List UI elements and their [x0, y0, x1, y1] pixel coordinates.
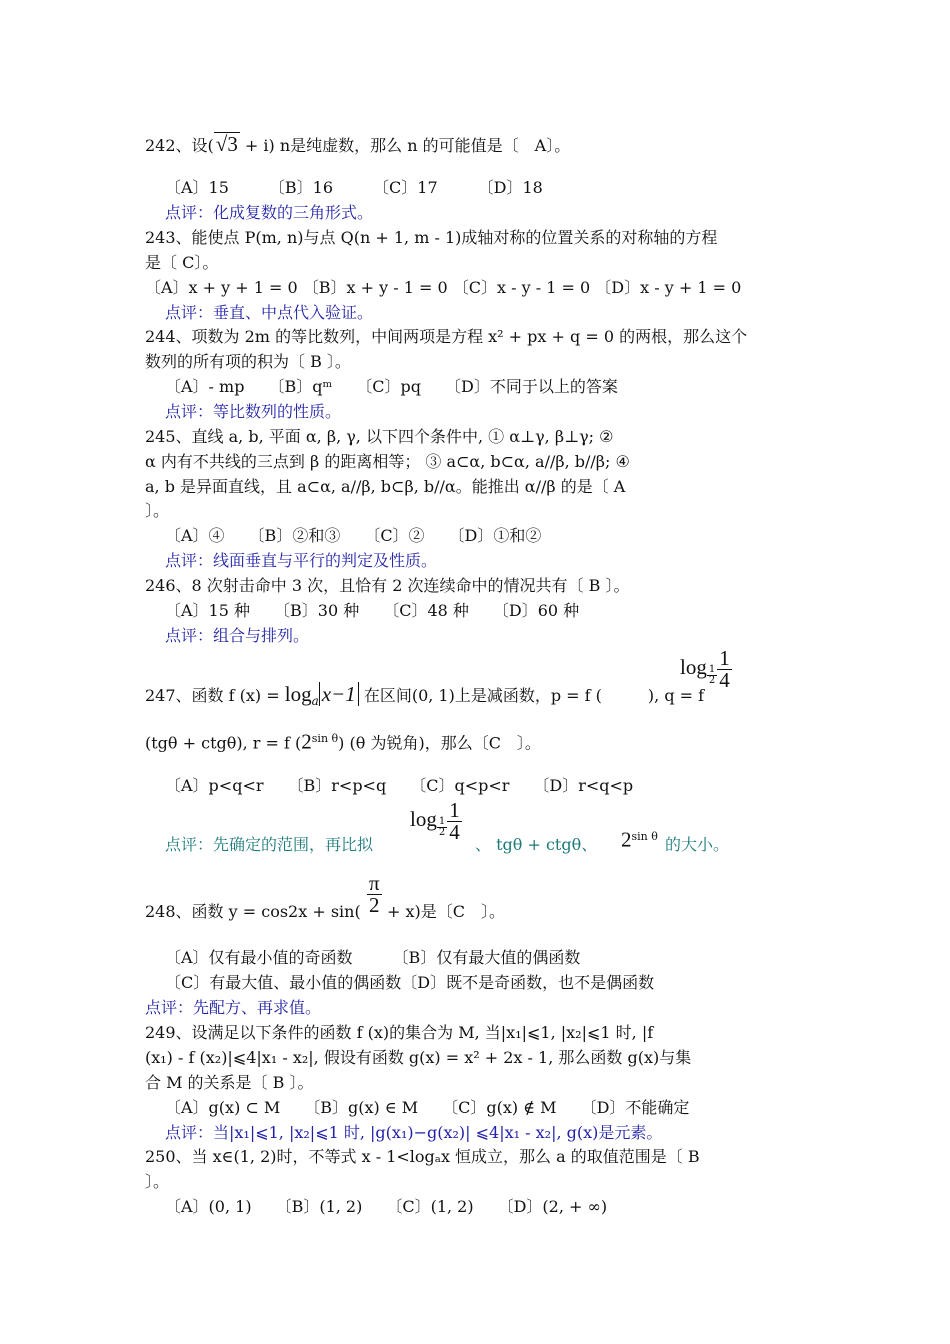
q242-comment: 点评：化成复数的三角形式。	[165, 203, 374, 222]
q244-options: 〔A〕- mp 〔B〕qᵐ 〔C〕pq 〔D〕不同于以上的答案	[165, 377, 618, 396]
q247-line2: (tgθ + ctgθ), r = f $(2^{sin \theta})$ (θ 为锐角)，那么〔C 〕。	[145, 729, 541, 754]
q243-line2: 是〔 C〕。	[145, 253, 219, 272]
sqrt-symbol: √3	[215, 132, 238, 156]
q245-line1: 245、直线 a, b, 平面 α, β, γ, 以下四个条件中, ① α⊥γ, β⊥γ; ②	[145, 427, 614, 446]
q248-options1: 〔A〕仅有最小值的奇函数 〔B〕仅有最大值的偶函数	[165, 948, 581, 967]
pi-over-2: $\frac{\pi}{2}$	[369, 871, 380, 917]
q243-comment: 点评：垂直、中点代入验证。	[165, 303, 374, 322]
q249-options: 〔A〕g(x) ⊂ M 〔B〕g(x) ∈ M 〔C〕g(x) ∉ M 〔D〕不能确定	[165, 1098, 690, 1117]
q244-line1: 244、项数为 2m 的等比数列，中间两项是方程 x² + px + q = 0 的两根，那么这个	[145, 327, 748, 346]
q247-line1: 247、函数 f $(x) = \log_a x-1$ 在区间(0, 1)上是减函数，p = f ( ), q = f	[145, 682, 705, 709]
q248-options2: 〔C〕有最大值、最小值的偶函数〔D〕既不是奇函数，也不是偶函数	[165, 973, 655, 992]
q244-line2: 数列的所有项的积为〔 B 〕。	[145, 352, 351, 371]
q250-line2: 〕。	[145, 1172, 170, 1191]
q245-line3: a, b 是异面直线，且 a⊂α, a//β, b⊂β, b//α。能推出 α//β 的是〔 A	[145, 477, 626, 496]
q250-line1: 250、当 x∈(1, 2)时，不等式 x - 1<logₐx 恒成立，那么 a 的取值范围是〔 B	[145, 1147, 700, 1166]
small-frac: 1 2	[708, 664, 716, 687]
q250-options: 〔A〕(0, 1) 〔B〕(1, 2) 〔C〕(1, 2) 〔D〕(2, + ∞)	[165, 1197, 608, 1216]
q242-options: 〔A〕15 〔B〕16 〔C〕17 〔D〕18	[165, 178, 543, 197]
q249-line2: (x₁) - f (x₂)|⩽4|x₁ - x₂|, 假设有函数 g(x) = x² + 2x - 1, 那么函数 g(x)与集	[145, 1048, 692, 1067]
quarter-frac: $\frac{1}{4}$	[719, 646, 730, 692]
q246-comment: 点评：组合与排列。	[165, 626, 310, 645]
q244-comment: 点评：等比数列的性质。	[165, 402, 342, 421]
q248-line: 248、函数 y = cos2x + sin( $\frac{\pi}{2}$ + x)是〔C 〕。	[145, 871, 506, 921]
q246-line1: 246、8 次射击命中 3 次，且恰有 2 次连续命中的情况共有〔 B 〕。	[145, 576, 630, 595]
q249-comment: 点评：当|x₁|⩽1, |x₂|⩽1 时, |g(x₁)−g(x₂)| ⩽4|x₁ - x₂|, g(x)是元素。	[165, 1123, 663, 1142]
q247-log-top: log $_{\frac{1}{2}}$ $\frac{1}{4}$	[680, 646, 730, 692]
q249-line3: 合 M 的关系是〔 B 〕。	[145, 1073, 314, 1092]
q245-comment: 点评：线面垂直与平行的判定及性质。	[165, 551, 438, 570]
q246-options: 〔A〕15 种 〔B〕30 种 〔C〕48 种 〔D〕60 种	[165, 601, 580, 620]
q243-line1: 243、能使点 P(m, n)与点 Q(n + 1, m - 1)成轴对称的位置关系的对称轴的方程	[145, 228, 718, 247]
q248-comment: 点评：先配方、再求值。	[145, 998, 322, 1017]
q245-options: 〔A〕④ 〔B〕②和③ 〔C〕② 〔D〕①和②	[165, 526, 542, 545]
q245-line2: α 内有不共线的三点到 β 的距离相等； ③ a⊂α, b⊂α, a//β, b//β; ④	[145, 452, 630, 471]
q247-options: 〔A〕p<q<r 〔B〕r<p<q 〔C〕q<p<r 〔D〕r<q<p	[165, 776, 634, 795]
q245-line4: 〕。	[145, 501, 170, 520]
q242-stem: 242、设(√3 + i) n是纯虚数，那么 n 的可能值是〔 A〕。	[145, 132, 571, 156]
q243-options: 〔A〕x + y + 1 = 0 〔B〕x + y - 1 = 0 〔C〕x - y - 1 = 0 〔D〕x - y + 1 = 0	[145, 278, 742, 297]
q249-line1: 249、设满足以下条件的函数 f (x)的集合为 M, 当|x₁|⩽1, |x₂|⩽1 时, |f	[145, 1023, 654, 1042]
